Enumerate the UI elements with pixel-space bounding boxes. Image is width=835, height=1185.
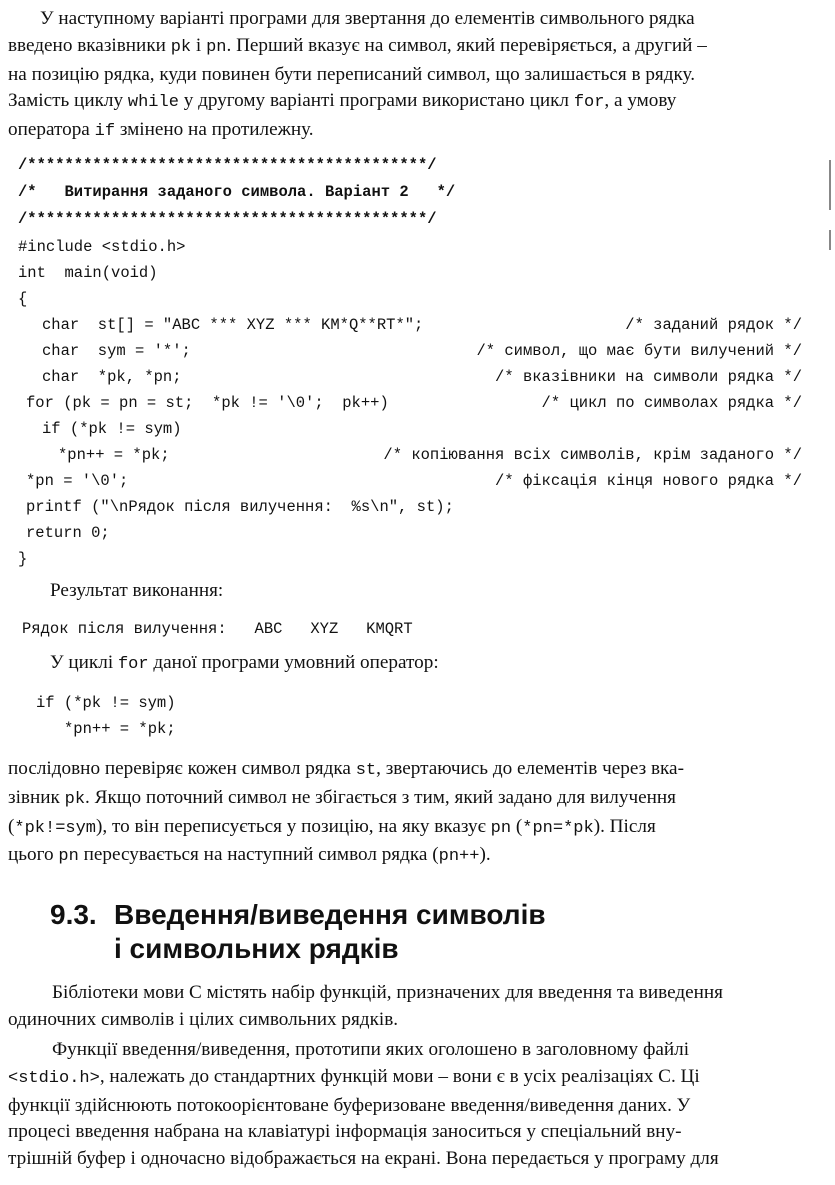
code-line: char sym = '*'; [42, 342, 191, 360]
snippet-line-1: if (*pk != sym) [36, 694, 176, 712]
code-snippet [36, 690, 835, 750]
code-line: int main(void) [18, 264, 158, 282]
section-paragraph-1 [8, 980, 808, 1034]
code-comment: /* цикл по символах рядка */ [541, 394, 802, 412]
scan-edge-mark [829, 230, 831, 250]
inline-code: pn++ [438, 847, 480, 867]
code-line: for (pk = pn = st; *pk != '\0'; pk++) [26, 394, 389, 412]
inline-code: while [127, 93, 179, 113]
text-run: оператора [8, 119, 95, 141]
inline-code: for [117, 655, 149, 674]
intro-line [8, 88, 808, 117]
text-run: ). Після [593, 815, 656, 837]
text-run: ( [8, 815, 15, 837]
text-run: Бібліотеки мови С містять набір функцій, призначених для введення та виведення [52, 982, 723, 1003]
code-comment: /* копіювання всіх символів, крім заданого */ [383, 446, 802, 464]
code-line: } [18, 550, 28, 568]
inline-code: pn [58, 847, 79, 867]
section-paragraph-2 [8, 1037, 808, 1173]
text-run: функції здійснюють потокоорієнтоване буферизоване введення/виведення даних. У [8, 1094, 691, 1116]
code-comment: /* заданий рядок */ [625, 316, 802, 334]
text-run: цього [8, 844, 59, 866]
code-line: char st[] = "ABC *** XYZ *** KM*Q**RT*"; [42, 316, 424, 334]
text-run: зівник [8, 786, 65, 808]
section-title-line1: Введення/виведення символів [114, 899, 546, 930]
snippet-line-2: *pn++ = *pk; [64, 720, 176, 738]
section-title-line2: і символьних рядків [114, 933, 399, 964]
intro-line [8, 62, 808, 89]
section-number: 9.3. [50, 899, 97, 930]
intro-line [8, 33, 808, 62]
text-run: введено вказівники [8, 34, 171, 56]
text-run: і [191, 34, 207, 56]
inline-code: if [94, 122, 116, 142]
code-comment: /* символ, що має бути вилучений */ [476, 342, 802, 360]
text-run: одиночних символів і цілих символьних рядків. [8, 1008, 399, 1030]
inline-code: *pn=*pk [522, 818, 594, 838]
text-run: змінено на протилежну. [115, 119, 314, 141]
section-line [8, 1064, 808, 1093]
section-line [8, 1146, 808, 1173]
code-line: printf ("\nРядок після вилучення: %s\n", st); [26, 498, 454, 516]
text-run: пересувається на наступний символ рядка ( [78, 844, 439, 866]
text-run: послідовно перевіряє кожен символ рядка [8, 758, 356, 779]
text-run: ), то він переписується у позицію, на яку вказує [96, 815, 491, 837]
code-line: *pn++ = *pk; [58, 446, 170, 464]
explanation-line [8, 785, 808, 814]
section-heading [50, 898, 546, 966]
inline-code: pn [490, 818, 512, 838]
section-line [8, 1119, 808, 1146]
code-line: char *pk, *pn; [42, 368, 182, 386]
code-header-border: /*******************************************/ [18, 156, 437, 174]
inline-code: pk [170, 37, 192, 57]
text-run: . Якщо поточний символ не збігається з тим, який задано для вилучення [85, 786, 676, 808]
text-run: Замість циклу [8, 90, 128, 112]
text-run: ). [479, 844, 491, 866]
inline-code: pn [206, 37, 227, 57]
text-run: процесі введення набрана на клавіатурі інформація заноситься у спеціальний вну- [8, 1121, 682, 1143]
text-run: У наступному варіанті програми для звертання до елементів символьного рядка [40, 8, 695, 29]
code-line: return 0; [26, 524, 110, 542]
code-line: #include <stdio.h> [18, 238, 186, 256]
explanation-line [8, 756, 808, 785]
explanation-line [8, 814, 808, 843]
text-run: трішній буфер і одночасно відображається на екрані. Вона передається у програму для [8, 1148, 719, 1170]
text-run: У циклі [50, 652, 118, 673]
text-run: на позицію рядка, куди повинен бути переписаний символ, що залишається в рядку. [8, 63, 696, 85]
inline-code: for [573, 93, 605, 113]
text-run: ( [511, 815, 523, 837]
code-header-title: /* Витирання заданого символа. Варіант 2 */ [18, 183, 456, 201]
inline-code: *pk!=sym [14, 818, 97, 838]
section-line [8, 1093, 808, 1120]
text-run: Функції введення/виведення, прототипи яких оголошено в заголовному файлі [52, 1039, 690, 1060]
result-label: Результат виконання: [50, 580, 224, 601]
scan-edge-mark [829, 160, 831, 210]
intro-line [8, 117, 808, 146]
explanation-line [8, 842, 808, 871]
section-line [8, 1037, 808, 1064]
for-loop-sentence [50, 652, 439, 674]
code-line: { [18, 290, 28, 308]
section-line [8, 1007, 808, 1034]
code-line: *pn = '\0'; [26, 472, 129, 490]
code-header-border: /*******************************************/ [18, 210, 437, 228]
code-comment: /* вказівники на символи рядка */ [495, 368, 802, 386]
section-line [8, 980, 808, 1007]
inline-code: <stdio.h> [8, 1068, 100, 1088]
inline-code: st [355, 761, 377, 780]
inline-code: pk [64, 789, 86, 809]
code-comment: /* фіксація кінця нового рядка */ [495, 472, 802, 490]
result-output: Рядок після вилучення: ABC XYZ KMQRT [22, 620, 413, 638]
intro-line [8, 6, 808, 33]
code-listing [18, 152, 818, 572]
text-run: , а умову [604, 90, 677, 112]
for-loop-sentence-text [50, 652, 439, 673]
explanation-paragraph [8, 756, 808, 871]
text-run: даної програми умовний оператор: [148, 652, 439, 673]
text-run: . Перший вказує на символ, який перевіряється, а другий – [226, 34, 707, 56]
intro-paragraph [8, 6, 808, 146]
text-run: , належать до стандартних функцій мови – вони є в усіх реалізаціях С. Ці [99, 1065, 700, 1087]
code-line: if (*pk != sym) [42, 420, 182, 438]
text-run: у другому варіанті програми використано цикл [178, 90, 574, 112]
text-run: , звертаючись до елементів через вка- [376, 758, 684, 779]
